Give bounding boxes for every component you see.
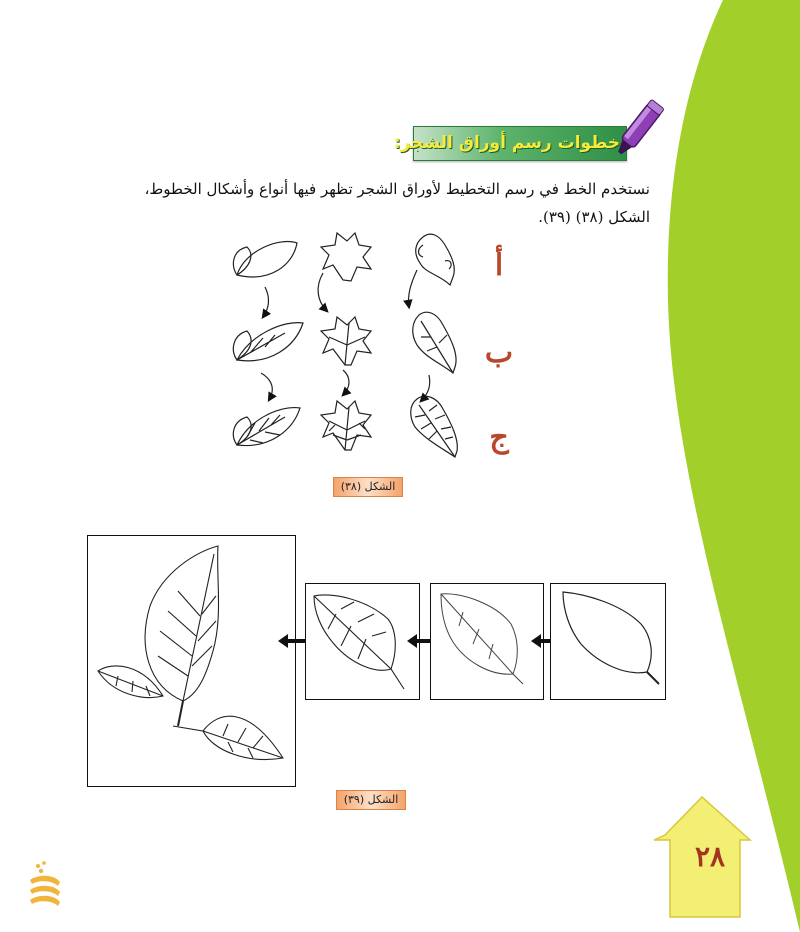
figure-39-frame-2 <box>430 583 544 700</box>
final-leaves-drawing <box>88 536 295 786</box>
arrow-to-step-3 <box>416 639 430 643</box>
figure-39-frame-1 <box>550 583 666 700</box>
arrow-to-final <box>287 639 307 643</box>
publisher-logo-icon <box>28 860 62 910</box>
section-heading: خطوات رسم أوراق الشجر: <box>393 133 620 153</box>
row-label-a: أ <box>494 248 504 283</box>
figure-38-leaf-steps <box>225 225 470 470</box>
purple-marker-icon <box>605 97 670 165</box>
paragraph-line-2: الشكل (٣٨) (٣٩). <box>538 208 650 226</box>
leaf-c3-r1 <box>416 234 455 285</box>
row-label-b: ب <box>484 335 514 370</box>
arrow-to-step-2 <box>540 639 550 643</box>
figure-39-frame-3 <box>305 583 420 700</box>
leaf-step-1-drawing <box>551 584 665 699</box>
paragraph-line-1: نستخدم الخط في رسم التخطيط لأوراق الشجر تظهر فيها أنواع وأشكال الخطوط، <box>144 180 650 198</box>
row-label-j: ج <box>489 420 509 455</box>
leaf-step-2-drawing <box>431 584 543 699</box>
leaf-step-3-drawing <box>306 584 419 699</box>
page-number: ٢٨ <box>694 840 726 873</box>
figure-39-caption: الشكل (٣٩) <box>336 790 406 810</box>
leaf-c2-r1 <box>321 233 371 281</box>
figure-38-caption: الشكل (٣٨) <box>333 477 403 497</box>
figure-39-frame-final <box>87 535 296 787</box>
